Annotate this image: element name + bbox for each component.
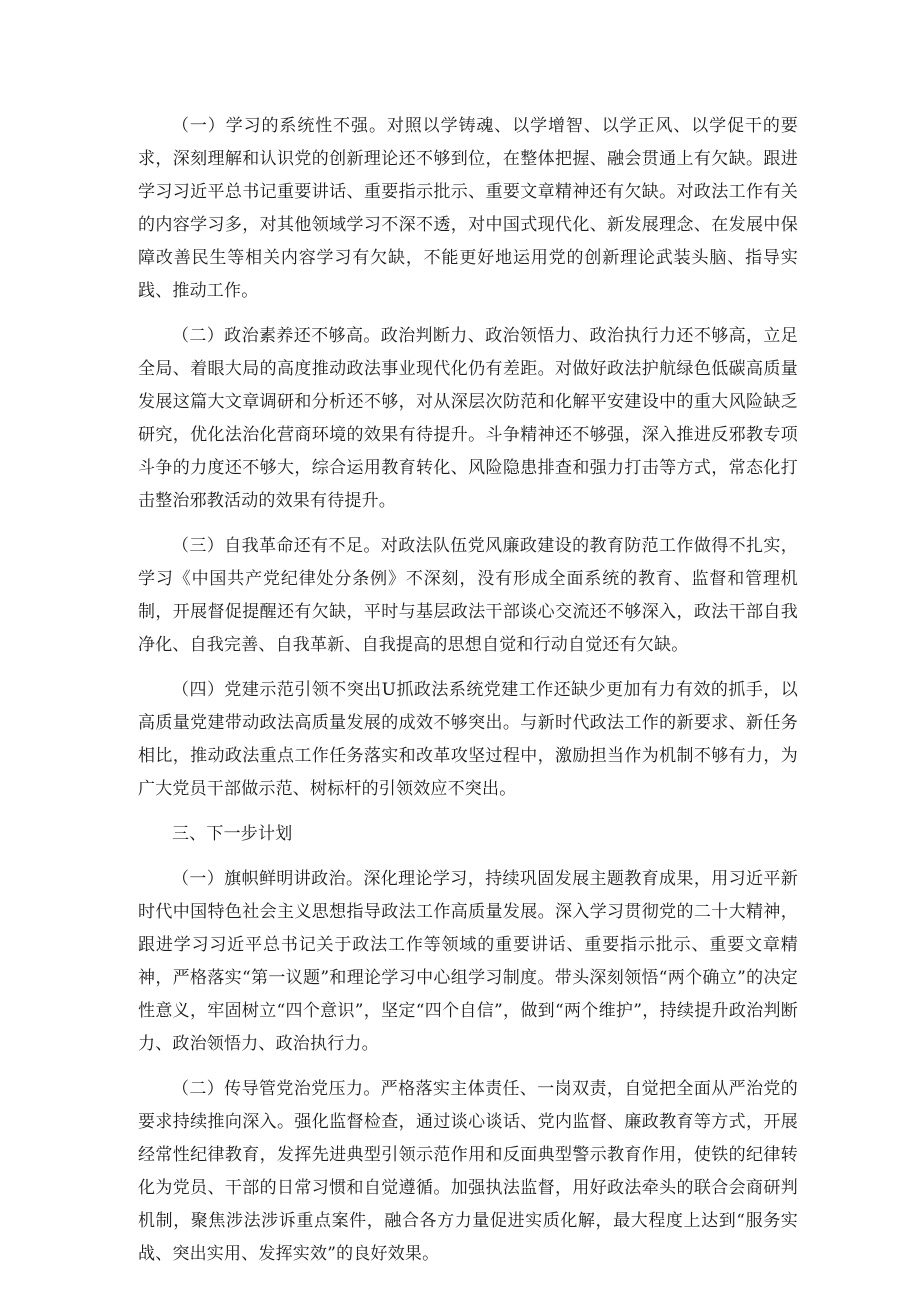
section-heading-next-plan: 三、下一步计划 — [172, 824, 293, 844]
paragraph-party-building: （四）党建示范引领不突出U抓政法系统党建工作还缺少更加有力有效的抓手，以高质量党建带动政法高质量发展的成效不够突出。与新时代政法工作的新要求、新任务相比，推动政法重点工作任务落实和改革攻坚过程中，激励担当作为机制不够有力，为广大党员干部做示范、树标杆的引领效应不突出。 — [138, 680, 798, 799]
paragraph-study-systematic: （一）学习的系统性不强。对照以学铸魂、以学增智、以学正风、以学促干的要求，深刻理解和认识党的创新理论还不够到位，在整体把握、融会贯通上有欠缺。跟进学习习近平总书记重要讲话、重要指示批示、重要文章精神还有欠缺。对政法工作有关的内容学习多，对其他领域学习不深不透，对中国式现代化、新发展理念、在发展中保障改善民生等相关内容学习有欠缺，不能更好地运用党的创新理论武装头脑、指导实践、推动工作。 — [138, 116, 798, 301]
paragraph-political-literacy: （二）政治素养还不够高。政治判断力、政治领悟力、政治执行力还不够高，立足全局、着眼大局的高度推动政法事业现代化仍有差距。对做好政法护航绿色低碳高质量发展这篇大文章调研和分析还不够，对从深层次防范和化解平安建设中的重大风险缺乏研究，优化法治化营商环境的效果有待提升。斗争精神还不够强，深入推进反邪教专项斗争的力度还不够大，综合运用教育转化、风险隐患排查和强力打击等方式，常态化打击整治邪教活动的效果有待提升。 — [138, 326, 798, 511]
paragraph-politics-first: （一）旗帜鲜明讲政治。深化理论学习，持续巩固发展主题教育成果，用习近平新时代中国特色社会主义思想指导政法工作高质量发展。深入学习贯彻党的二十大精神，跟进学习习近平总书记关于政法工作等领域的重要讲话、重要指示批示、重要文章精神，严格落实“第一议题”和理论学习中心组学习制度。带头深刻领悟“两个确立”的决定性意义，牢固树立“四个意识”，坚定“四个自信”，做到“两个维护”，持续提升政治判断力、政治领悟力、政治执行力。 — [138, 869, 798, 1054]
document-page — [138, 110, 798, 1283]
paragraph-party-discipline: （二）传导管党治党压力。严格落实主体责任、一岗双责，自觉把全面从严治党的要求持续推向深入。强化监督检查，通过谈心谈话、党内监督、廉政教育等方式，开展经常性纪律教育，发挥先进典型引领示范作用和反面典型警示教育作用，使铁的纪律转化为党员、干部的日常习惯和自觉遵循。加强执法监督，用好政法牵头的联合会商研判机制，聚焦涉法涉诉重点案件，融合各方力量促进实质化解，最大程度上达到“服务实战、突出实用、发挥实效”的良好效果。 — [138, 1079, 798, 1264]
paragraph-self-revolution: （三）自我革命还有不足。对政法队伍党风廉政建设的教育防范工作做得不扎实，学习《中国共产党纪律处分条例》不深刻，没有形成全面系统的教育、监督和管理机制，开展督促提醒还有欠缺，平时与基层政法干部谈心交流还不够深入，政法干部自我净化、自我完善、自我革新、自我提高的思想自觉和行动自觉还有欠缺。 — [138, 536, 798, 655]
